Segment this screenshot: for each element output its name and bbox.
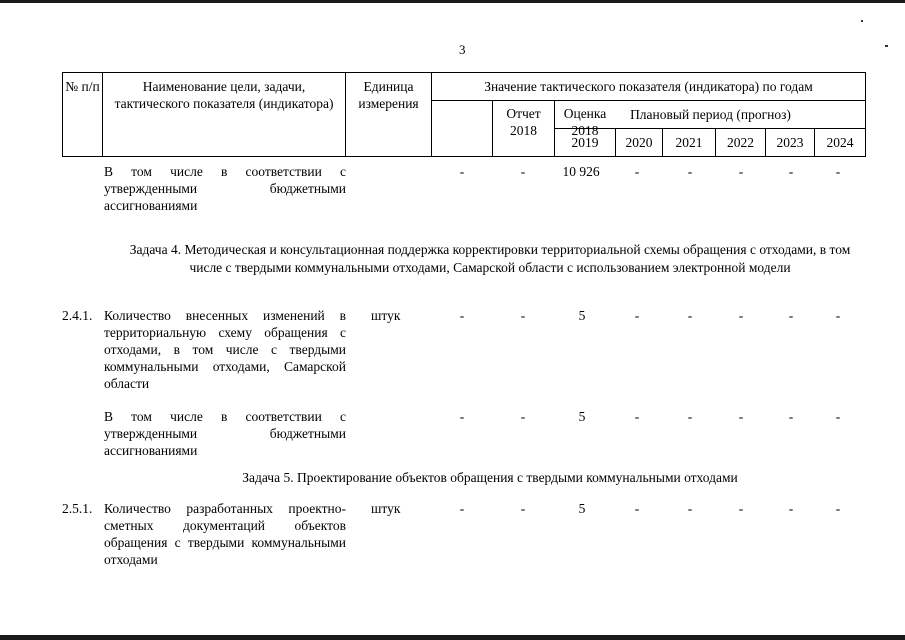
row-description: Количество внесенных изменений в территориальную схему обращения с отходами, в том числе с твердыми коммунальными отходами, Самарской области: [104, 308, 346, 391]
header-year: 2021: [675, 135, 703, 150]
row-value: 5: [578, 501, 586, 516]
row-value: -: [835, 409, 841, 424]
row-value: -: [520, 164, 526, 179]
row-description: В том числе в соответствии с утвержденными бюджетными ассигнованиями: [104, 164, 346, 213]
row-value: -: [520, 308, 526, 323]
row-value: -: [634, 501, 640, 516]
row-value: -: [459, 164, 465, 179]
row-value: -: [634, 164, 640, 179]
header-border-bottom: [62, 156, 866, 157]
row-value: -: [520, 409, 526, 424]
header-values-title: Значение тактического показателя (индикатора) по годам: [484, 79, 813, 94]
header-vline: [102, 72, 103, 157]
task-heading: Задача 4. Методическая и консультационная поддержка корректировки территориальной схемы обращения с отходами, в том числе с твердыми коммунальными отходами, Самарской области с использованием электронной модели: [129, 242, 851, 275]
header-line-mid: [431, 100, 866, 101]
header-year: 2024: [826, 135, 854, 150]
header-year: 2019: [571, 135, 599, 150]
row-description: Количество разработанных проектно-сметных документаций объектов обращения с твердыми коммунальными отходами: [104, 501, 346, 567]
row-value: -: [634, 308, 640, 323]
row-value: -: [738, 164, 744, 179]
header-year: 2023: [776, 135, 804, 150]
header-name: Наименование цели, задачи, тактического показателя (индикатора): [114, 79, 334, 111]
scan-speck: [861, 20, 863, 22]
row-value: -: [520, 501, 526, 516]
row-value: -: [687, 164, 693, 179]
row-value: -: [738, 501, 744, 516]
row-value: -: [687, 501, 693, 516]
header-border-top: [62, 72, 866, 73]
header-report: Отчет 2018: [506, 106, 541, 138]
header-plan-title: Плановый период (прогноз): [630, 107, 791, 122]
header-unit: Единица измерения: [358, 79, 419, 111]
row-value: -: [459, 308, 465, 323]
row-value: -: [788, 308, 794, 323]
header-estimate: Оценка 2018: [563, 106, 607, 138]
row-value: -: [687, 308, 693, 323]
row-number: 2.4.1.: [62, 308, 93, 323]
header-year: 2020: [625, 135, 653, 150]
row-value: 5: [578, 308, 586, 323]
row-value: -: [788, 409, 794, 424]
row-value: -: [788, 501, 794, 516]
task-heading: Задача 5. Проектирование объектов обращения с твердыми коммунальными отходами: [242, 470, 738, 485]
row-value: -: [459, 501, 465, 516]
row-number: 2.5.1.: [62, 501, 93, 516]
row-value: 10 926: [562, 164, 600, 179]
row-value: 5: [578, 409, 586, 424]
page-number: 3: [459, 42, 466, 57]
scan-speck: [885, 45, 888, 47]
header-year: 2022: [727, 135, 754, 150]
row-value: -: [634, 409, 640, 424]
row-value: -: [835, 308, 841, 323]
row-unit: штук: [371, 501, 401, 516]
row-value: -: [835, 164, 841, 179]
scan-top-edge: [0, 0, 905, 3]
header-num: № п/п: [65, 79, 100, 94]
scan-bottom-edge: [0, 635, 905, 640]
row-value: -: [738, 409, 744, 424]
row-value: -: [738, 308, 744, 323]
row-value: -: [788, 164, 794, 179]
table-header: [62, 72, 866, 156]
row-value: -: [835, 501, 841, 516]
row-description: В том числе в соответствии с утвержденными бюджетными ассигнованиями: [104, 409, 346, 458]
row-value: -: [687, 409, 693, 424]
row-unit: штук: [371, 308, 401, 323]
row-value: -: [459, 409, 465, 424]
